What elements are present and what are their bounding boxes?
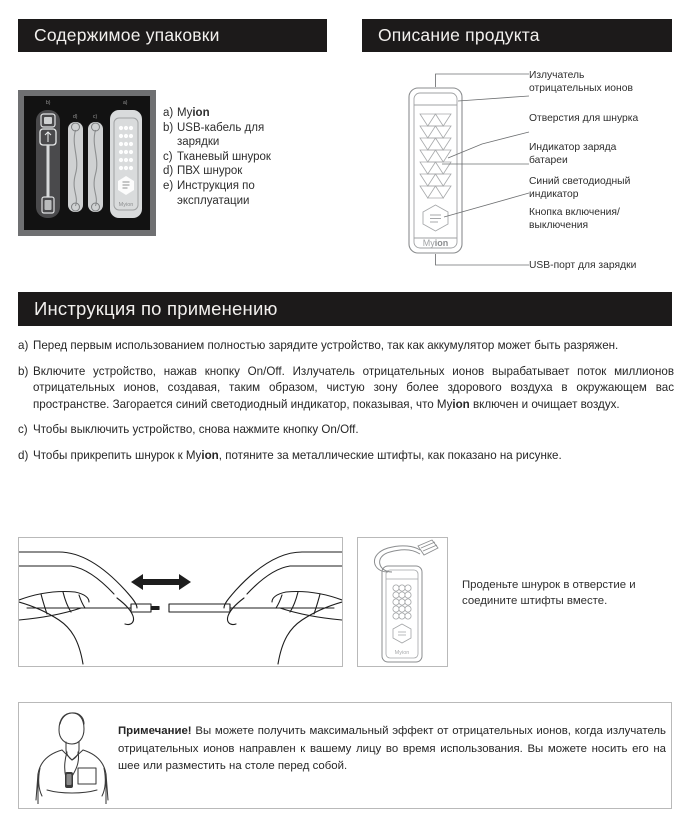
list-item — [163, 164, 283, 179]
instruction-step — [18, 448, 674, 465]
list-item — [163, 179, 283, 208]
package-photo-background — [24, 96, 150, 230]
photo-item-label-d: d) — [73, 114, 78, 120]
callout-usb-port — [529, 260, 636, 273]
callout-blue-led-line1: Синий светодиодный — [529, 176, 631, 187]
callout-battery-indicator-line2: батареи — [529, 154, 568, 166]
list-text: USB-кабель для зарядки — [177, 121, 265, 149]
callout-power-button — [529, 207, 620, 232]
figure-lanyard-attachment — [357, 537, 448, 667]
list-item — [163, 106, 283, 121]
section-header-product-description — [362, 19, 672, 52]
lanyard-caption-line1: Проденьте шнурок в отверстие и — [462, 579, 636, 591]
list-marker: b) — [163, 121, 174, 134]
package-items-illustration — [24, 96, 150, 230]
list-text: Тканевый шнурок — [177, 150, 271, 163]
lanyard-caption-line2: соедините штифты вместе. — [462, 595, 608, 607]
note-body: Вы можете получить максимальный эффект от отрицательных ионов, когда излучатель отрицательных ионов направлен к вашему лицу во время использования. Вы можете носить его на шее или разместить на столе перед собой. — [118, 725, 666, 772]
figure-hands-pulling-pins — [18, 537, 343, 667]
step-marker: d) — [18, 448, 29, 462]
instruction-step — [18, 422, 674, 439]
section-header-product-description-label: Описание продукта — [378, 25, 540, 45]
step-text: Включите устройство, нажав кнопку On/Off. Излучатель отрицательных ионов вырабатывает поток миллионов отрицательных ионов, создавая, таким образом, чистую зону более здорового воздуха в окружающем вас пространстве. Загорается синий светодиодный индикатор, показывая, что Myion включен и очищает воздух. — [33, 364, 674, 411]
list-marker: e) — [163, 179, 174, 192]
lanyard-caption — [462, 577, 677, 609]
hands-illustration — [19, 538, 342, 666]
svg-text:Myion: Myion — [422, 238, 449, 248]
svg-text:Myion: Myion — [118, 202, 134, 208]
step-text: Чтобы прикрепить шнурок к Myion, потяните за металлические штифты, как показано на рисунке. — [33, 448, 562, 462]
photo-item-label-b: b) — [46, 100, 51, 106]
section-header-package-contents — [18, 19, 327, 52]
lanyard-illustration — [358, 538, 447, 666]
step-marker: a) — [18, 339, 29, 352]
callout-lanyard-holes — [529, 113, 638, 126]
note-label: Примечание! — [118, 725, 192, 737]
callout-blue-led — [529, 176, 630, 201]
list-marker: c) — [163, 150, 173, 163]
list-text: ПВХ шнурок — [177, 165, 243, 178]
package-contents-list — [163, 106, 283, 208]
package-contents-photo — [18, 90, 156, 236]
note-text — [118, 723, 666, 776]
svg-text:Myion: Myion — [394, 650, 410, 656]
instruction-step — [18, 338, 674, 355]
callout-emitter-line2: отрицательных ионов — [529, 82, 633, 94]
photo-item-label-c: c) — [93, 114, 98, 120]
callout-emitter-line1: Излучатель — [529, 70, 585, 81]
list-item — [163, 150, 283, 165]
person-wearing-device-illustration — [26, 708, 114, 804]
list-text: Myion — [177, 107, 210, 119]
callout-power-button-line2: выключения — [529, 219, 589, 231]
callout-usb-port-line1: USB-порт для зарядки — [529, 260, 637, 271]
step-text: Чтобы выключить устройство, снова нажмите кнопку On/Off. — [33, 423, 359, 436]
instruction-step — [18, 364, 674, 414]
step-marker: c) — [18, 423, 28, 436]
section-header-instructions — [18, 292, 672, 326]
callout-battery-indicator-line1: Индикатор заряда — [529, 142, 617, 153]
instruction-steps — [18, 338, 674, 473]
callout-blue-led-line2: индикатор — [529, 188, 579, 200]
callout-emitter — [529, 70, 633, 95]
step-text: Перед первым использованием полностью зарядите устройство, так как аккумулятор может быть разряжен. — [33, 339, 619, 352]
list-text: Инструкция по эксплуатации — [177, 179, 255, 207]
callout-power-button-line1: Кнопка включения/ — [529, 207, 620, 218]
callout-lanyard-holes-line1: Отверстия для шнурка — [529, 113, 639, 124]
list-marker: a) — [163, 107, 174, 119]
section-header-instructions-label: Инструкция по применению — [34, 298, 278, 319]
section-header-package-contents-label: Содержимое упаковки — [34, 25, 220, 45]
step-marker: b) — [18, 364, 29, 378]
callout-battery-indicator — [529, 142, 616, 167]
list-marker: d) — [163, 165, 174, 178]
photo-item-label-a: a) — [123, 100, 128, 106]
list-item — [163, 121, 283, 150]
